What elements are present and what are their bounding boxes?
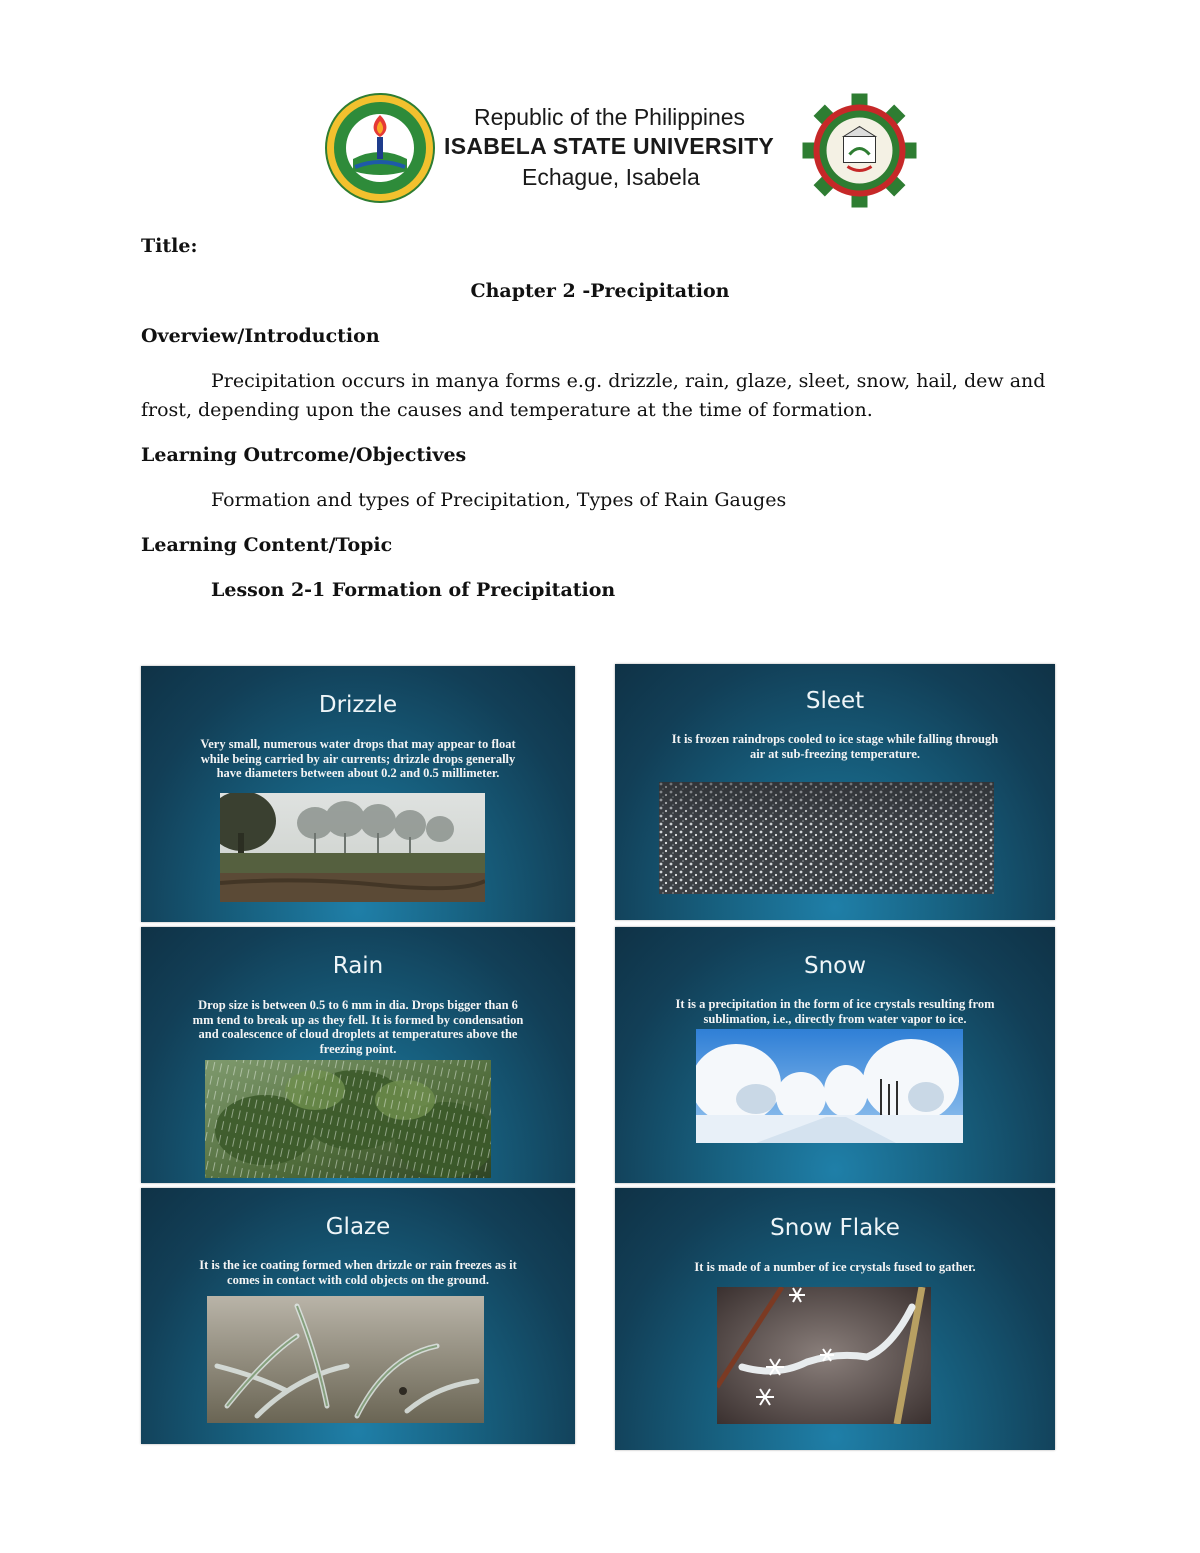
snowflakes-on-twig-photo [717, 1287, 931, 1424]
overview-text-line1: Precipitation occurs in manya forms e.g. drizzle, rain, glaze, sleet, snow, hail, dew and [211, 370, 1046, 392]
letterhead-text [444, 104, 804, 191]
snowy-forest-photo [696, 1029, 963, 1143]
slide-title: Sleet [805, 688, 865, 714]
slide-title: Snow Flake [770, 1215, 900, 1241]
slide-title: Snow [803, 953, 867, 979]
slide-snowflake [615, 1188, 1055, 1450]
slide-drizzle [141, 666, 575, 922]
slide-title: Drizzle [318, 692, 398, 718]
desc-line: It is the ice coating formed when drizzle or rain freezes as it [199, 1258, 517, 1272]
desc-line: comes in contact with cold objects on the ground. [227, 1272, 489, 1287]
sleet-covered-ground-photo [659, 782, 994, 894]
slide-sleet [615, 664, 1055, 920]
misty-field-trees-photo [220, 793, 485, 902]
slide-description [166, 737, 550, 781]
slide-glaze [141, 1188, 575, 1444]
rain-on-trees-photo [205, 1060, 491, 1178]
engineering-gear-seal-icon [802, 93, 917, 208]
slide-rain [141, 927, 575, 1183]
objectives-heading: Learning Outrcome/Objectives [141, 444, 467, 466]
desc-line: Drop size is between 0.5 to 6 mm in dia. Drops bigger than 6 [198, 998, 518, 1012]
university-name: ISABELA STATE UNIVERSITY [444, 133, 775, 159]
slide-description [166, 1258, 550, 1287]
slide-description [640, 1260, 1030, 1275]
objectives-text: Formation and types of Precipitation, Types of Rain Gauges [211, 489, 787, 511]
desc-line: It is frozen raindrops cooled to ice stage while falling through [671, 732, 999, 746]
slide-description [640, 997, 1030, 1026]
desc-line: sublimation, i.e., directly from water vapor to ice. [703, 1011, 967, 1026]
desc-line: It is made of a number of ice crystals fused to gather. [694, 1260, 976, 1274]
overview-text-line2: frost, depending upon the causes and temperature at the time of formation. [141, 399, 873, 421]
desc-line: and coalescence of cloud droplets at temperatures above the [198, 1027, 518, 1041]
desc-line: Very small, numerous water drops that may appear to float [200, 737, 516, 751]
university-seal-icon [325, 93, 435, 203]
slide-description [640, 732, 1030, 761]
chapter-title: Chapter 2 -Precipitation [470, 280, 730, 302]
content-heading: Learning Content/Topic [141, 534, 393, 556]
desc-line: It is a precipitation in the form of ice crystals resulting from [675, 997, 995, 1011]
slide-title: Rain [332, 953, 384, 979]
university-location: Echague, Isabela [522, 164, 700, 190]
slide-title: Glaze [325, 1214, 391, 1240]
desc-line: while being carried by air currents; drizzle drops generally [200, 751, 516, 766]
lesson-title: Lesson 2-1 Formation of Precipitation [211, 579, 616, 601]
desc-line: mm tend to break up as they fell. It is formed by condensation [192, 1012, 524, 1027]
republic-line: Republic of the Philippines [474, 104, 746, 130]
desc-line: air at sub-freezing temperature. [749, 746, 921, 761]
slide-description [166, 998, 550, 1056]
letterhead [0, 0, 1200, 220]
ice-coated-grass-photo [207, 1296, 484, 1423]
overview-heading: Overview/Introduction [141, 325, 380, 347]
slide-snow [615, 927, 1055, 1183]
title-label: Title: [141, 235, 198, 257]
desc-line: have diameters between about 0.2 and 0.5 millimeter. [216, 766, 500, 780]
desc-line: freezing point. [319, 1041, 397, 1056]
